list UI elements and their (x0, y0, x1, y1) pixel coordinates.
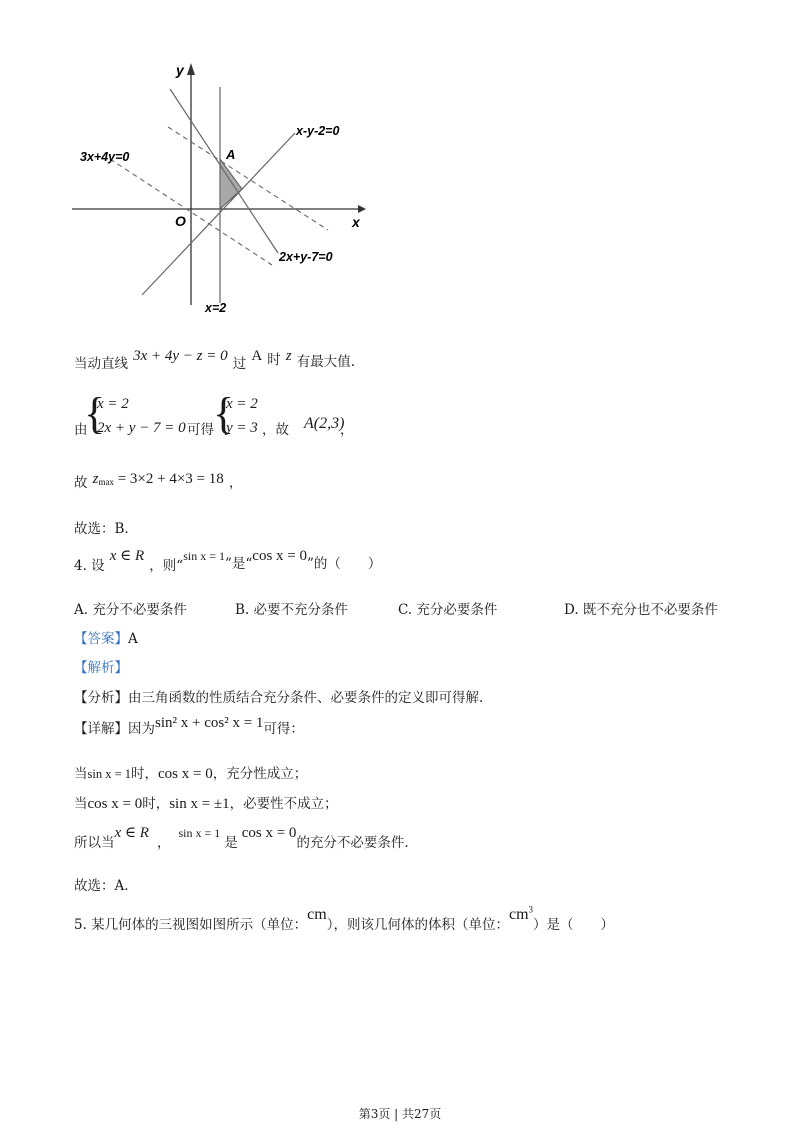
l2-c: 时， (142, 796, 170, 812)
q4-option-b: B. 必要不充分条件 (235, 602, 349, 618)
q3-line1-z: z (285, 348, 292, 364)
l3-f: cos x = 0 (241, 825, 297, 841)
fenxi-text: 由三角函数的性质结合充分条件、必要条件的定义即可得解. (128, 690, 484, 706)
point-a-label: A (226, 147, 236, 162)
q3-sys-gu: ，故 (262, 422, 289, 438)
xiangjie-tag: 【详解】 (74, 721, 128, 737)
q4-option-d: D. 既不充分也不必要条件 (564, 602, 718, 618)
answer-value: A (128, 631, 138, 647)
dashed-line-through-a (168, 127, 328, 230)
axis-y-label: y (176, 62, 184, 78)
q3-sys-end: ， (340, 422, 354, 438)
xiangjie-post: 可得： (263, 721, 304, 737)
q3-sys1-b: 2x + y − 7 = 0 (97, 420, 186, 436)
q3-zmax-rest: = 3×2 + 4×3 = 18 (113, 471, 224, 487)
q3-zmax-end: ， (228, 475, 243, 491)
q3-zmax-z: z (92, 471, 99, 487)
q5-stem (74, 904, 614, 933)
l2-d: sin x = ±1 (169, 796, 230, 812)
q4-xiangjie (74, 712, 304, 737)
l2-e: ，必要性不成立； (229, 796, 338, 812)
q3-answer: 故选：B. (74, 521, 129, 537)
q3-line1-pre: 当动直线 (74, 356, 128, 372)
q4-stem-num: 4. 设 (74, 558, 105, 574)
l1-c: 时， (131, 766, 159, 782)
q3-line1-a: A (251, 348, 263, 364)
q4-stem-cos: cos x = 0 (252, 548, 308, 564)
jiexi-tag: 【解析】 (74, 660, 128, 676)
label-x-minus-y: x-y-2=0 (296, 124, 340, 138)
q3-zmax-line (74, 468, 242, 491)
q3-sys-kede: 可得 (187, 422, 214, 438)
q4-stem-sin: sin x = 1 (183, 549, 225, 563)
l2-a: 当 (74, 796, 88, 812)
l3-g: 的充分不必要条件. (296, 835, 409, 851)
q3-sys2-b: y = 3 (226, 420, 258, 436)
q4-option-a: A. 充分不必要条件 (74, 602, 187, 618)
q5-a: 5. 某几何体的三视图如图所示（单位： (74, 917, 308, 933)
q4-option-c: C. 充分必要条件 (398, 602, 498, 618)
q4-stem (74, 545, 381, 574)
l1-d: cos x = 0 (158, 766, 213, 782)
q3-zmax-gu: 故 (74, 475, 88, 491)
q5-e: ）是（ ） (533, 917, 615, 933)
l1-e: ，充分性成立； (212, 766, 308, 782)
q3-line1-mid2: 时 (267, 352, 281, 368)
label-x-eq-2: x=2 (205, 301, 227, 315)
y-axis-arrow (187, 63, 195, 75)
origin-label: O (175, 213, 186, 229)
axis-x-label: x (352, 214, 360, 230)
q4-line-3 (74, 822, 409, 851)
q3-sys2-a: x = 2 (226, 396, 258, 412)
page-footer: 第3页 | 共27页 (358, 1107, 442, 1121)
q4-stem-cond: x ∈ R (109, 548, 145, 564)
xiangjie-pre: 因为 (128, 721, 155, 737)
line-x-minus-y (142, 133, 295, 295)
q4-stem-shi: ”是“ (224, 556, 253, 572)
q3-line-1 (74, 345, 355, 372)
l1-b: sin x = 1 (87, 767, 132, 781)
q3-line1-post: 有最大值. (296, 354, 356, 370)
q4-fenxi (74, 686, 483, 706)
label-3x-4y: 3x+4y=0 (80, 150, 130, 164)
q4-answer (74, 627, 138, 647)
q5-c: ），则该几何体的体积（单位： (326, 917, 509, 933)
l3-b: x ∈ R (114, 825, 149, 841)
l3-d: sin x = 1 (178, 826, 221, 840)
q4-stem-ze: ，则“ (149, 558, 184, 574)
q5-unit-sup: 3 (528, 904, 534, 915)
q3-point-a: A(2,3) (304, 415, 345, 432)
l3-c: ， (156, 835, 171, 851)
q4-line-1 (74, 762, 307, 783)
xiangjie-eq: sin² x + cos² x = 1 (155, 715, 264, 731)
q3-zmax-sub: max (98, 477, 114, 487)
x-axis-arrow (358, 205, 366, 213)
q4-stem-end: ”的（ ） (307, 556, 382, 572)
linear-programming-figure (60, 55, 380, 325)
line-2x-plus-y (170, 89, 278, 253)
label-2x-y-7: 2x+y-7=0 (279, 250, 333, 264)
q3-line1-mid: 过 (232, 356, 247, 372)
q3-brace-2: { (213, 389, 235, 438)
l3-a: 所以当 (74, 835, 115, 851)
fenxi-tag: 【分析】 (74, 690, 128, 706)
q3-brace-1: { (84, 389, 106, 438)
q5-unit-cm: cm (307, 906, 327, 923)
q3-sys-you: 由 (74, 422, 88, 438)
answer-tag: 【答案】 (74, 631, 128, 647)
q3-line1-eq: 3x + 4y − z = 0 (133, 348, 228, 364)
q5-unit-cm3: cm (508, 906, 529, 923)
q4-line-2 (74, 792, 338, 813)
l2-b: cos x = 0 (87, 796, 143, 812)
q3-sys1-a: x = 2 (97, 396, 129, 412)
q4-final-answer: 故选：A. (74, 878, 129, 894)
l3-e: 是 (224, 835, 238, 851)
l1-a: 当 (74, 766, 88, 782)
